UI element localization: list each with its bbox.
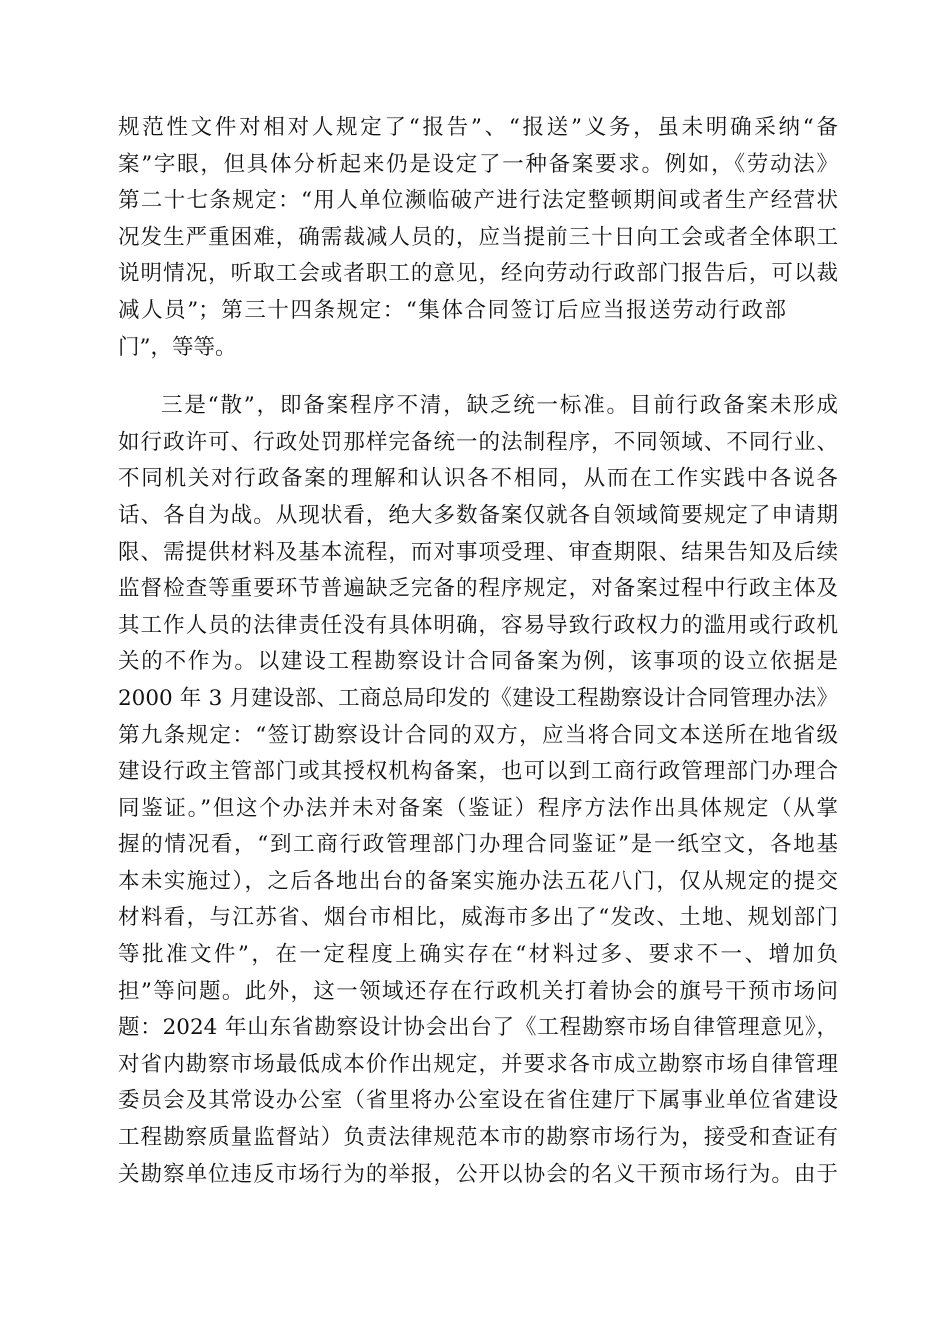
paragraph-2-line-18: 题：2024 年山东省勘察设计协会出台了《工程勘察市场自律管理意见》，	[118, 1015, 838, 1041]
paragraph-2-line-21: 工程勘察质量监督站）负责法律规范本市的勘察市场行为，接受和查证有	[118, 1125, 838, 1151]
paragraph-2-line-8: 关的不作为。以建设工程勘察设计合同备案为例，该事项的设立依据是	[118, 649, 838, 675]
paragraph-2-line-13: 握的情况看，“到工商行政管理部门办理合同鉴证”是一纸空文，各地基	[118, 832, 838, 858]
paragraph-2-line-17: 担”等问题。此外，这一领域还存在行政机关打着协会的旗号干预市场问	[118, 978, 838, 1004]
paragraph-2-line-12: 同鉴证。”但这个办法并未对备案（鉴证）程序方法作出具体规定（从掌	[118, 795, 838, 821]
paragraph-2-line-11: 建设行政主管部门或其授权机构备案，也可以到工商行政管理部门办理合	[118, 759, 838, 785]
paragraph-1-line-4: 况发生严重困难，确需裁减人员的，应当提前三十日向工会或者全体职工	[118, 224, 838, 250]
paragraph-2-line-5: 限、需提供材料及基本流程，而对事项受理、审查期限、结果告知及后续	[118, 539, 838, 565]
paragraph-1-line-6: 减人员”；第三十四条规定：“集体合同签订后应当报送劳动行政部	[118, 297, 786, 323]
paragraph-2-line-9: 2000 年 3 月建设部、工商总局印发的《建设工程勘察设计合同管理办法》	[118, 685, 838, 711]
paragraph-2-line-1: 三是“散”，即备案程序不清，缺乏统一标准。目前行政备案未形成	[161, 393, 838, 419]
paragraph-2-line-14: 本未实施过），之后各地出台的备案实施办法五花八门，仅从规定的提交	[118, 868, 838, 894]
paragraph-1-line-5: 说明情况，听取工会或者职工的意见，经向劳动行政部门报告后，可以裁	[118, 261, 838, 287]
paragraph-1-line-2: 案”字眼，但具体分析起来仍是设定了一种备案要求。例如，《劳动法》	[118, 151, 838, 177]
body-text	[118, 110, 838, 1193]
paragraph-1-line-7: 门”，等等。	[118, 334, 237, 360]
paragraph-2-line-20: 委员会及其常设办公室（省里将办公室设在省住建厅下属事业单位省建设	[118, 1088, 838, 1114]
paragraph-2-line-3: 不同机关对行政备案的理解和认识各不相同，从而在工作实践中各说各	[118, 466, 838, 492]
paragraph-2-line-4: 话、各自为战。从现状看，绝大多数备案仅就各自领域简要规定了申请期	[118, 502, 838, 528]
paragraph-1-line-3: 第二十七条规定：“用人单位濒临破产进行法定整顿期间或者生产经营状	[118, 188, 838, 214]
paragraph-2-line-7: 其工作人员的法律责任没有具体明确，容易导致行政权力的滥用或行政机	[118, 612, 838, 638]
paragraph-2-line-6: 监督检查等重要环节普遍缺乏完备的程序规定，对备案过程中行政主体及	[118, 576, 838, 602]
paragraph-2-line-2: 如行政许可、行政处罚那样完备统一的法制程序，不同领域、不同行业、	[118, 429, 838, 455]
paragraph-2-line-10: 第九条规定：“签订勘察设计合同的双方，应当将合同文本送所在地省级	[118, 722, 838, 748]
paragraph-2-line-15: 材料看，与江苏省、烟台市相比，威海市多出了“发改、土地、规划部门	[118, 905, 838, 931]
paragraph-2-line-16: 等批准文件”，在一定程度上确实存在“材料过多、要求不一、增加负	[118, 942, 838, 968]
paragraph-1-line-1: 规范性文件对相对人规定了“报告”、“报送”义务，虽未明确采纳“备	[118, 115, 838, 140]
paragraph-2-line-19: 对省内勘察市场最低成本价作出规定，并要求各市成立勘察市场自律管理	[118, 1051, 838, 1077]
paragraph-gap	[118, 366, 838, 388]
paragraph-2-line-22: 关勘察单位违反市场行为的举报，公开以协会的名义干预市场行为。由于	[118, 1161, 838, 1187]
